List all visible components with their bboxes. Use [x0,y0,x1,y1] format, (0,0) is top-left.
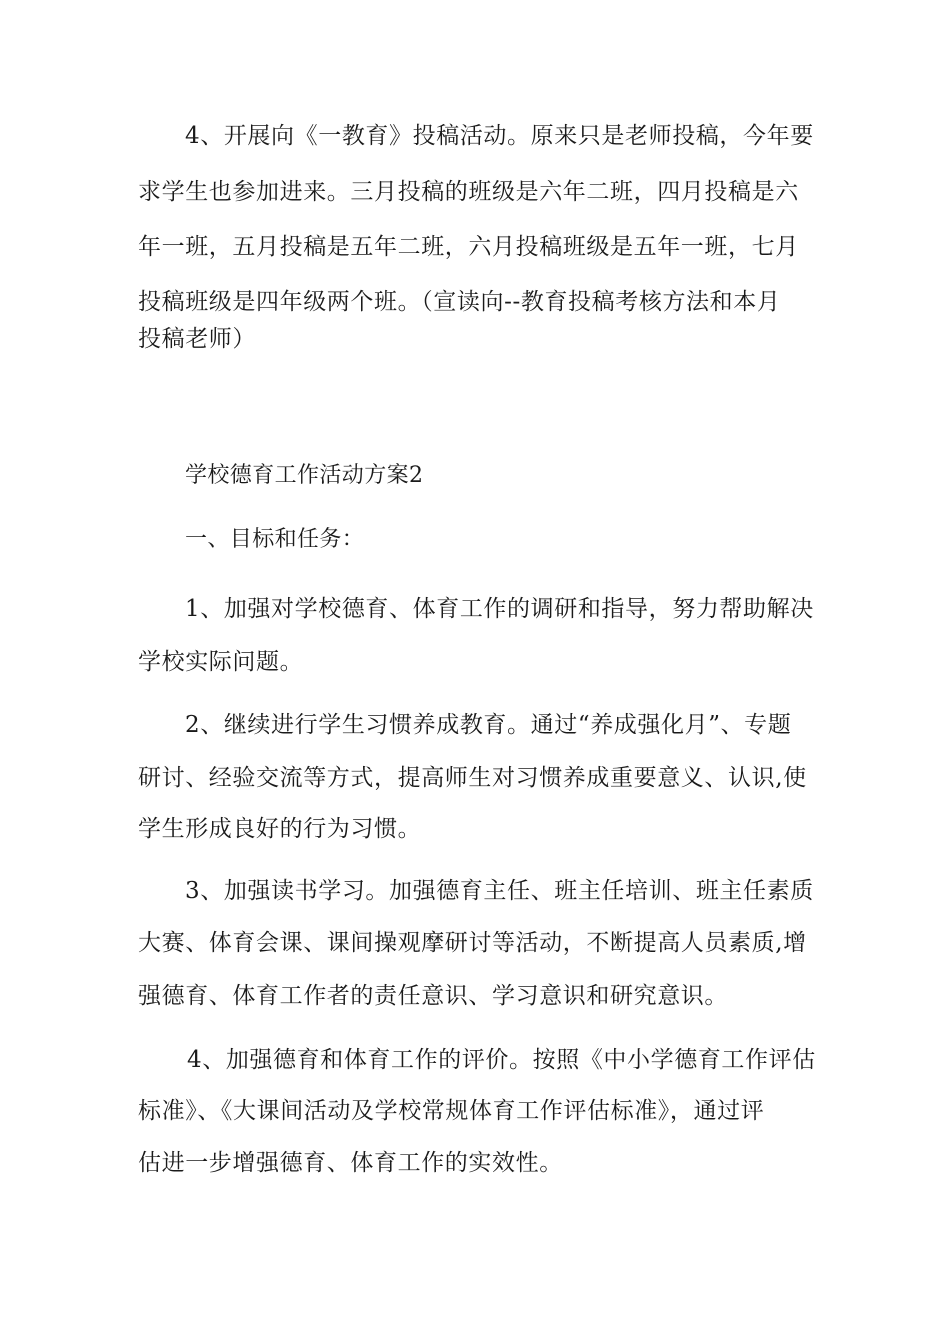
text-line: 2、继续进行学生习惯养成教育。通过“养成强化月”、专题 [185,712,792,738]
text-line: 3、加强读书学习。加强德育主任、班主任培训、班主任素质 [185,878,814,904]
subheading-goals-tasks: 一、目标和任务： [185,527,365,552]
text-line: 投稿老师） [138,326,256,352]
text-line: 估进一步增强德育、体育工作的实效性。 [138,1150,563,1176]
text-line: 年一班，五月投稿是五年二班，六月投稿班级是五年一班，七月 [138,234,799,260]
text-line: 大赛、体育会课、课间操观摩研讨等活动，不断提高人员素质,增 [138,930,807,956]
text-line: 学生形成良好的行为习惯。 [138,816,422,842]
text-line: 投稿班级是四年级两个班。（宣读向--教育投稿考核方法和本月 [138,289,781,315]
section-title: 学校德育工作活动方案2 [185,463,424,488]
text-line: 4、开展向《一教育》投稿活动。原来只是老师投稿，今年要 [185,123,814,149]
text-line: 学校实际问题。 [138,649,304,675]
text-line: 标准》、《大课间活动及学校常规体育工作评估标准》，通过评 [138,1098,765,1124]
text-line: 4、加强德育和体育工作的评价。按照《中小学德育工作评估 [187,1047,816,1073]
text-line: 研讨、经验交流等方式，提高师生对习惯养成重要意义、认识,使 [138,765,807,791]
text-line: 强德育、体育工作者的责任意识、学习意识和研究意识。 [138,983,728,1009]
text-line: 1、加强对学校德育、体育工作的调研和指导，努力帮助解决 [185,596,814,622]
text-line: 求学生也参加进来。三月投稿的班级是六年二班，四月投稿是六 [138,179,799,205]
